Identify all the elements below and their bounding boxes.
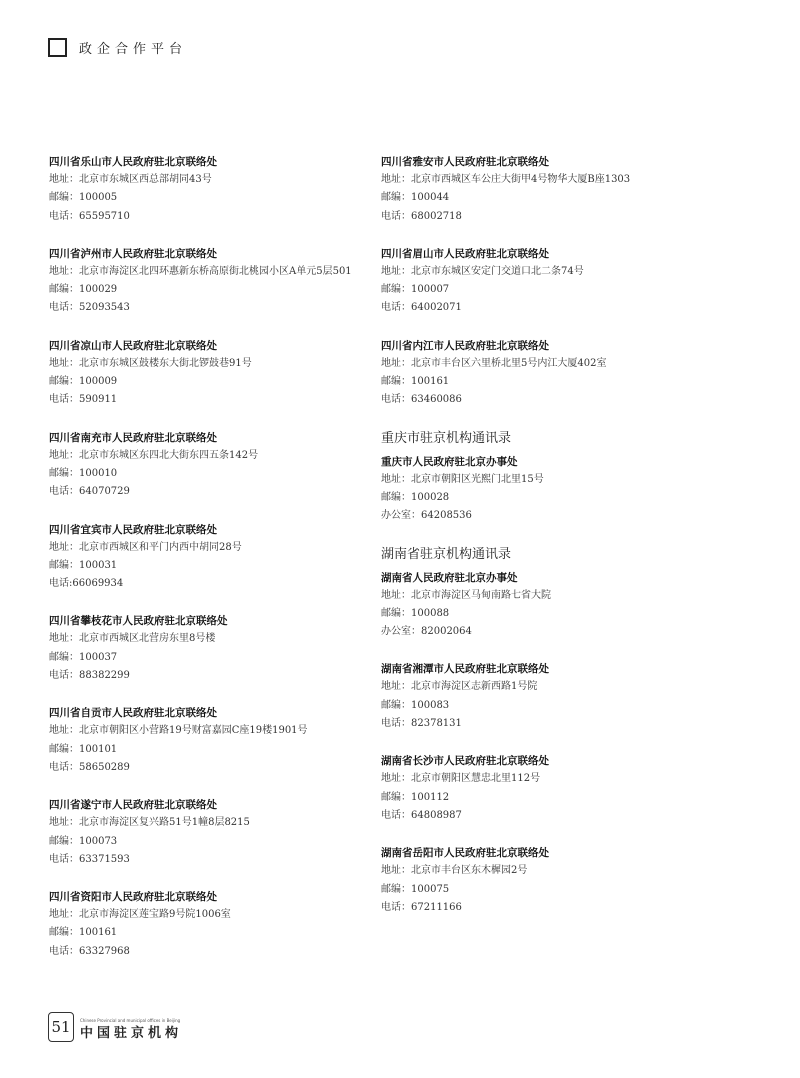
office-address [49, 814, 369, 832]
office-address [49, 906, 369, 924]
office-address [381, 862, 701, 880]
office-phone: 电话：64002071 [381, 302, 462, 314]
address-label: 地址： [381, 681, 411, 693]
office-postcode: 邮编：100083 [381, 699, 450, 711]
office-phone: 办公室：64208536 [381, 510, 472, 522]
office-name: 四川省眉山市人民政府驻北京联络处 [381, 247, 549, 260]
footer-text [80, 1018, 182, 1042]
directory-entry [49, 337, 369, 410]
office-phone: 电话：58650289 [49, 761, 130, 773]
address-value: 北京市海淀区莲宝路9号院1006室 [79, 909, 231, 921]
directory-entry [49, 521, 369, 594]
directory-entry [49, 153, 369, 226]
address-label: 地址： [381, 357, 411, 369]
office-address [381, 770, 701, 788]
directory-entry [381, 337, 701, 410]
office-address [381, 678, 701, 696]
office-phone: 电话：64070729 [49, 486, 130, 498]
address-label: 地址： [49, 817, 79, 829]
office-phone: 电话：63327968 [49, 945, 130, 957]
page-header [48, 36, 187, 58]
office-postcode: 邮编：100112 [381, 791, 450, 803]
office-name: 湖南省湘潭市人民政府驻北京联络处 [381, 663, 549, 676]
address-value: 北京市丰台区东木樨园2号 [411, 865, 528, 877]
address-label: 地址： [49, 265, 79, 277]
left-column [49, 153, 369, 980]
address-label: 地址： [381, 473, 411, 485]
office-name: 四川省资阳市人民政府驻北京联络处 [49, 891, 217, 904]
office-phone: 电话：63460086 [381, 394, 462, 406]
office-postcode: 邮编：100073 [49, 835, 118, 847]
directory-entry [381, 752, 701, 825]
address-label: 地址： [49, 725, 79, 737]
office-postcode: 邮编：100007 [381, 284, 450, 296]
office-postcode: 邮编：100044 [381, 192, 450, 204]
office-address [49, 263, 369, 281]
office-address [49, 171, 369, 189]
office-name: 重庆市人民政府驻北京办事处 [381, 455, 518, 468]
address-value: 北京市朝阳区慧忠北里112号 [411, 773, 541, 785]
address-label: 地址： [49, 541, 79, 553]
office-name: 四川省自贡市人民政府驻北京联络处 [49, 707, 217, 720]
office-phone: 电话：82378131 [381, 718, 462, 730]
office-name: 湖南省长沙市人民政府驻北京联络处 [381, 755, 549, 768]
page-footer [48, 1012, 182, 1042]
address-value: 北京市东城区安定门交道口北二条74号 [411, 265, 584, 277]
address-value: 北京市西城区和平门内西中胡同28号 [79, 541, 242, 553]
office-postcode: 邮编：100037 [49, 651, 118, 663]
office-address [381, 471, 701, 489]
footer-english-title: Chinese Provincial and municipal offices in Beijing [80, 1018, 181, 1023]
section-title-hunan: 湖南省驻京机构通讯录 [381, 546, 512, 562]
address-value: 北京市丰台区六里桥北里5号内江大厦402室 [411, 357, 607, 369]
directory-entry [381, 245, 701, 318]
office-phone: 电话：64808987 [381, 809, 462, 821]
directory-entry [381, 844, 701, 917]
address-value: 北京市西城区北营房东里8号楼 [79, 633, 216, 645]
directory-entry [381, 153, 701, 226]
section-title-chongqing: 重庆市驻京机构通讯录 [381, 430, 512, 446]
office-name: 湖南省人民政府驻北京办事处 [381, 571, 518, 584]
office-name: 四川省宜宾市人民政府驻北京联络处 [49, 523, 217, 536]
office-phone: 电话：590911 [49, 394, 118, 406]
address-value: 北京市海淀区马甸南路七省大院 [411, 589, 551, 601]
office-postcode: 邮编：100161 [49, 927, 118, 939]
directory-entry [49, 429, 369, 502]
office-name: 四川省遂宁市人民政府驻北京联络处 [49, 799, 217, 812]
address-value: 北京市海淀区北四环惠新东桥高原街北桃园小区A单元5层501 [79, 265, 352, 277]
address-value: 北京市朝阳区小营路19号财富嘉园C座19楼1901号 [79, 725, 308, 737]
office-address [49, 722, 369, 740]
office-postcode: 邮编：100005 [49, 192, 118, 204]
address-label: 地址： [49, 174, 79, 185]
office-name: 四川省内江市人民政府驻北京联络处 [381, 339, 549, 352]
office-phone: 电话：52093543 [49, 302, 130, 314]
right-column [381, 153, 701, 936]
address-value: 北京市东城区西总部胡同43号 [79, 174, 212, 185]
directory-entry [381, 453, 701, 526]
office-postcode: 邮编：100009 [49, 376, 118, 388]
address-label: 地址： [49, 449, 79, 461]
office-phone: 电话:66069934 [49, 578, 124, 590]
office-address [381, 171, 701, 189]
office-address [49, 447, 369, 465]
office-postcode: 邮编：100075 [381, 883, 450, 895]
address-label: 地址： [381, 265, 411, 277]
office-name: 四川省凉山市人民政府驻北京联络处 [49, 339, 217, 352]
directory-entry [381, 660, 701, 733]
header-title: 政企合作平台 [79, 41, 188, 57]
office-address [49, 630, 369, 648]
office-postcode: 邮编：100028 [381, 491, 450, 503]
office-phone: 电话：88382299 [49, 670, 130, 682]
office-address [381, 263, 701, 281]
office-name: 四川省雅安市人民政府驻北京联络处 [381, 156, 549, 168]
address-label: 地址： [381, 773, 411, 785]
address-label: 地址： [49, 357, 79, 369]
office-postcode: 邮编：100101 [49, 743, 118, 755]
office-name: 四川省攀枝花市人民政府驻北京联络处 [49, 615, 228, 628]
page-number: 51 [48, 1012, 74, 1042]
header-square-icon [48, 38, 67, 57]
office-phone: 电话：67211166 [381, 901, 462, 913]
footer-chinese-title: 中国驻京机构 [80, 1026, 183, 1041]
address-label: 地址： [381, 589, 411, 601]
office-postcode: 邮编：100029 [49, 284, 118, 296]
directory-entry [49, 888, 369, 961]
address-value: 北京市朝阳区光熙门北里15号 [411, 473, 544, 485]
directory-entry [49, 796, 369, 869]
directory-entry [49, 245, 369, 318]
office-phone: 电话：65595710 [49, 210, 130, 222]
office-address [49, 355, 369, 373]
office-address [49, 539, 369, 557]
address-label: 地址： [381, 865, 411, 877]
address-value: 北京市东城区东四北大街东四五条142号 [79, 449, 259, 461]
office-postcode: 邮编：100161 [381, 376, 450, 388]
office-name: 四川省泸州市人民政府驻北京联络处 [49, 247, 217, 260]
office-phone: 办公室：82002064 [381, 626, 472, 638]
office-phone: 电话：63371593 [49, 853, 130, 865]
office-name: 四川省乐山市人民政府驻北京联络处 [49, 156, 217, 168]
address-value: 北京市海淀区复兴路51号1幢8层8215 [79, 817, 250, 829]
address-label: 地址： [381, 174, 411, 185]
directory-entry [49, 612, 369, 685]
address-value: 北京市海淀区志新西路1号院 [411, 681, 538, 693]
office-name: 湖南省岳阳市人民政府驻北京联络处 [381, 847, 549, 860]
directory-entry [49, 704, 369, 777]
address-label: 地址： [49, 909, 79, 921]
office-postcode: 邮编：100088 [381, 607, 450, 619]
address-value: 北京市东城区鼓楼东大街北锣鼓巷91号 [79, 357, 252, 369]
office-address [381, 587, 701, 605]
address-label: 地址： [49, 633, 79, 645]
office-phone: 电话：68002718 [381, 210, 462, 222]
directory-entry [381, 569, 701, 642]
office-postcode: 邮编：100010 [49, 467, 118, 479]
office-address [381, 355, 701, 373]
office-name: 四川省南充市人民政府驻北京联络处 [49, 431, 217, 444]
office-postcode: 邮编：100031 [49, 559, 118, 571]
address-value: 北京市西城区车公庄大街甲4号物华大厦B座1303 [411, 174, 631, 185]
